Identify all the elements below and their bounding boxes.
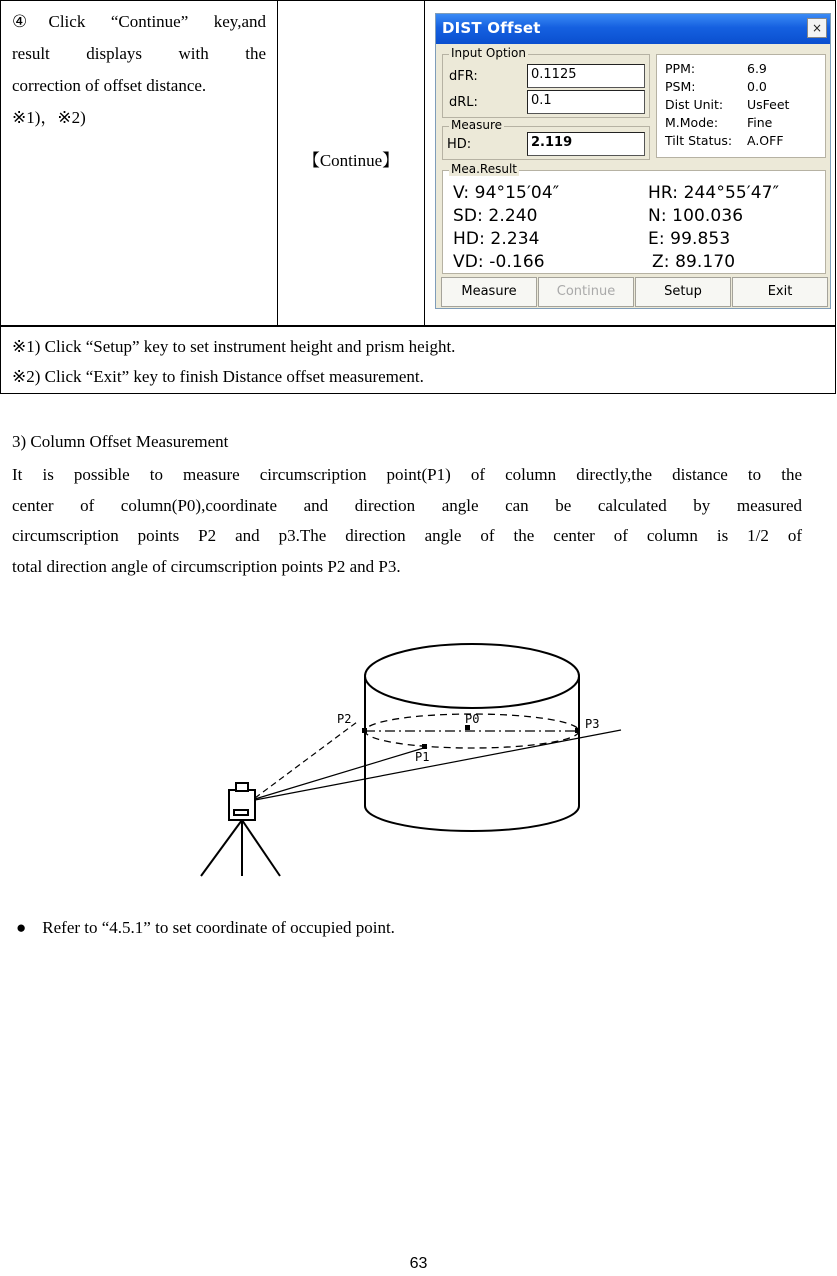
label-p3: P3 <box>585 717 600 731</box>
dfr-input[interactable]: 0.1125 <box>527 64 645 88</box>
label-p0: P0 <box>465 712 480 726</box>
point-p3 <box>575 728 580 733</box>
page-number: 63 <box>409 1255 428 1272</box>
result-e: E: 99.853 <box>648 229 731 249</box>
input-option-legend: Input Option <box>451 46 526 60</box>
step-line: result displays with the <box>12 44 266 63</box>
info-key: M.Mode: <box>665 115 719 130</box>
info-value: A.OFF <box>747 133 784 148</box>
section-title: 3) Column Offset Measurement <box>12 432 229 451</box>
result-vd: VD: -0.166 <box>453 252 545 272</box>
result-legend: Mea.Result <box>451 162 517 176</box>
dfr-label: dFR: <box>449 69 478 84</box>
step-line: ※1)，※2) <box>12 108 86 127</box>
column-bottom <box>365 806 579 831</box>
drl-label: dRL: <box>449 95 478 110</box>
exit-button[interactable]: Exit <box>732 277 828 307</box>
step-table <box>0 0 836 394</box>
result-v: V: 94°15′04″ <box>453 183 560 203</box>
device-screen <box>435 13 831 309</box>
info-key: PSM: <box>665 79 696 94</box>
window-titlebar <box>436 14 830 44</box>
window-title: DIST Offset <box>442 19 541 37</box>
info-key: Tilt Status: <box>665 133 733 148</box>
paragraph-line: circumscription points P2 and p3.The direction angle of the center of column is 1/2 of <box>12 526 802 545</box>
column-offset-diagram <box>195 636 635 881</box>
step-description <box>12 6 266 134</box>
softkey-bar <box>441 277 827 307</box>
label-p1: P1 <box>415 750 430 764</box>
setup-button[interactable]: Setup <box>635 277 731 307</box>
instrument-info-panel <box>656 54 826 158</box>
paragraph-line: It is possible to measure circumscription point(P1) of column directly,the distance to the <box>12 465 802 484</box>
step-line: correction of offset distance. <box>12 76 207 95</box>
bullet-text: Refer to “4.5.1” to set coordinate of occupied point. <box>42 918 395 937</box>
note-setup: ※1) Click “Setup” key to set instrument height and prism height. <box>12 337 456 356</box>
measure-legend: Measure <box>451 118 502 132</box>
continue-button[interactable]: Continue <box>538 277 634 307</box>
close-button[interactable]: × <box>807 18 827 38</box>
label-p2: P2 <box>337 712 352 726</box>
paragraph-line: center of column(P0),coordinate and direction angle can be calculated by measured <box>12 495 802 515</box>
hd-label: HD: <box>447 137 472 152</box>
result-sd: SD: 2.240 <box>453 206 538 226</box>
point-p2 <box>362 728 367 733</box>
measure-group <box>442 118 650 160</box>
step-line: ④Click “Continue” key,and <box>12 12 266 31</box>
step-notes <box>12 332 455 392</box>
section-paragraph <box>12 460 802 582</box>
drl-input[interactable]: 0.1 <box>527 90 645 114</box>
info-value: 6.9 <box>747 61 767 76</box>
measure-button[interactable]: Measure <box>441 277 537 307</box>
note-exit: ※2) Click “Exit” key to finish Distance offset measurement. <box>12 367 424 386</box>
column-top <box>365 644 579 708</box>
step-key: 【Continue】 <box>302 151 400 170</box>
result-n: N: 100.036 <box>648 206 744 226</box>
info-key: Dist Unit: <box>665 97 724 112</box>
info-value: 0.0 <box>747 79 767 94</box>
result-hr: HR: 244°55′47″ <box>648 183 780 203</box>
info-value: UsFeet <box>747 97 790 112</box>
input-option-group <box>442 46 650 118</box>
result-hd: HD: 2.234 <box>453 229 540 249</box>
point-p1 <box>422 744 427 749</box>
result-z: Z: 89.170 <box>652 252 736 272</box>
bullet-symbol: ● <box>16 918 27 937</box>
hd-field: 2.119 <box>527 132 645 156</box>
info-value: Fine <box>747 115 773 130</box>
result-group <box>442 162 826 274</box>
paragraph-line: total direction angle of circumscription points P2 and P3. <box>12 556 401 576</box>
info-key: PPM: <box>665 61 696 76</box>
bullet-item <box>16 918 395 938</box>
